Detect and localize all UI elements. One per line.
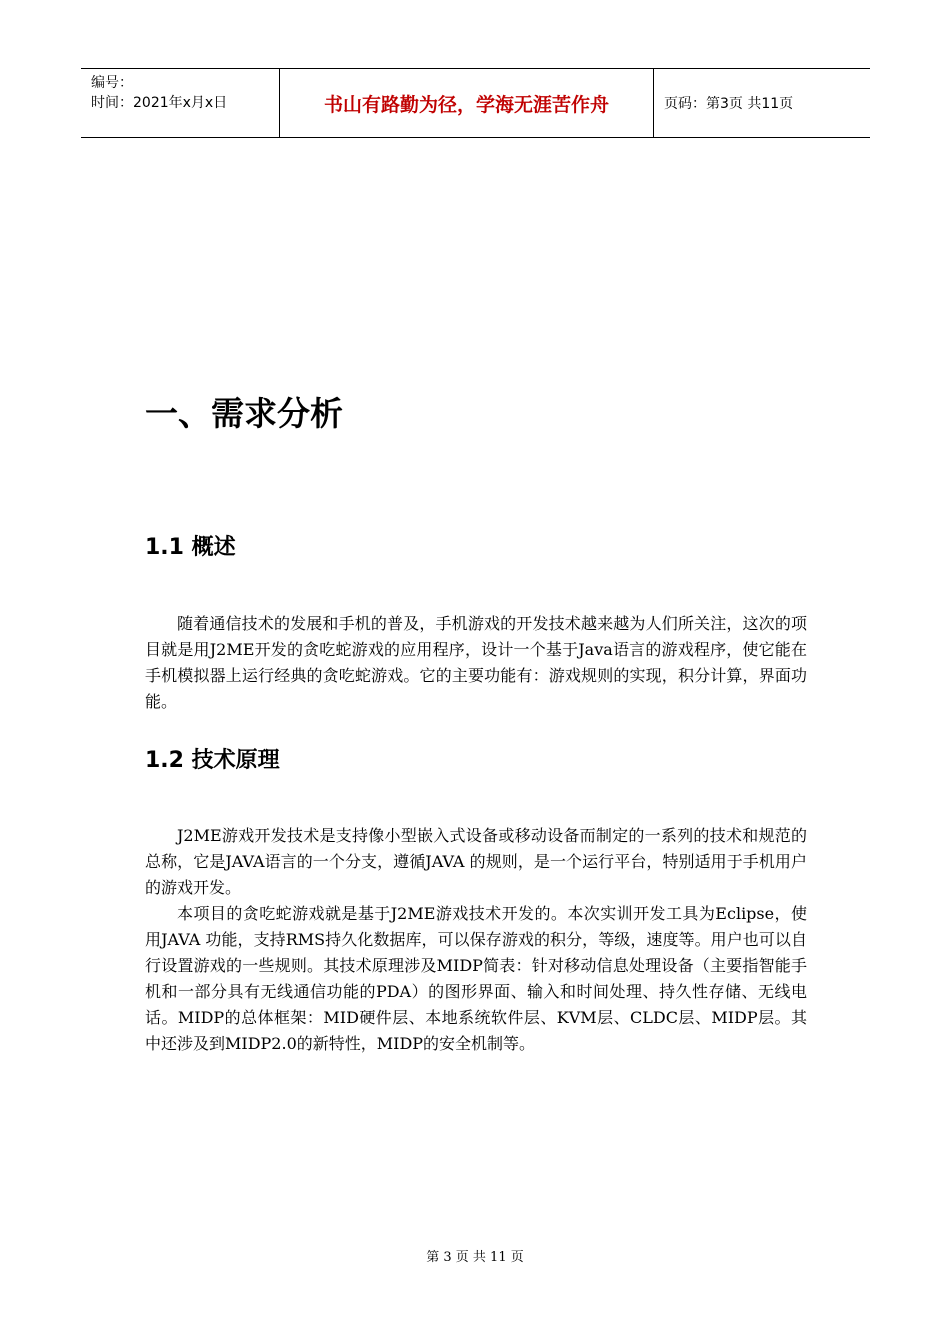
page-footer: 第 3 页 共 11 页 — [426, 1250, 524, 1265]
code-label: 编号： — [91, 75, 133, 91]
header-motto: 书山有路勤为径，学海无涯苦作舟 — [280, 69, 654, 137]
page-header — [81, 68, 870, 138]
paragraph-principle-1: J2ME游戏开发技术是支持像小型嵌入式设备或移动设备而制定的一系列的技术和规范的总称，它是JAVA语言的一个分支，遵循JAVA 的规则，是一个运行平台，特别适用于手机用户的游戏开发。 — [145, 826, 807, 897]
paragraph-principle-2: 本项目的贪吃蛇游戏就是基于J2ME游戏技术开发的。本次实训开发工具为Eclipse，使用JAVA 功能，支持RMS持久化数据库，可以保存游戏的积分，等级，速度等。用户也可以自行设置游戏的一些规则。其技术原理涉及MIDP简表：针对移动信息处理设备（主要指智能手机和一部分具有无线通信功能的PDA）的图形界面、输入和时间处理、持久性存储、无线电话。MIDP的总体框架：MID硬件层、本地系统软件层、KVM层、CLDC层、MIDP层。其中还涉及到MIDP2.0的新特性，MIDP的安全机制等。 — [145, 904, 807, 1053]
section-heading-principle: 1.2 技术原理 — [145, 748, 280, 773]
section-heading-overview: 1.1 概述 — [145, 535, 236, 560]
time-label: 时间：2021年x月x日 — [91, 95, 228, 111]
header-page-info: 页码：第3页 共11页 — [664, 96, 794, 112]
header-left-cell — [81, 69, 280, 137]
chapter-title: 一、需求分析 — [145, 394, 343, 433]
paragraph-overview: 随着通信技术的发展和手机的普及，手机游戏的开发技术越来越为人们所关注，这次的项目就是用J2ME开发的贪吃蛇游戏的应用程序，设计一个基于Java语言的游戏程序，使它能在手机模拟器上运行经典的贪吃蛇游戏。它的主要功能有：游戏规则的实现，积分计算，界面功能。 — [145, 614, 807, 711]
